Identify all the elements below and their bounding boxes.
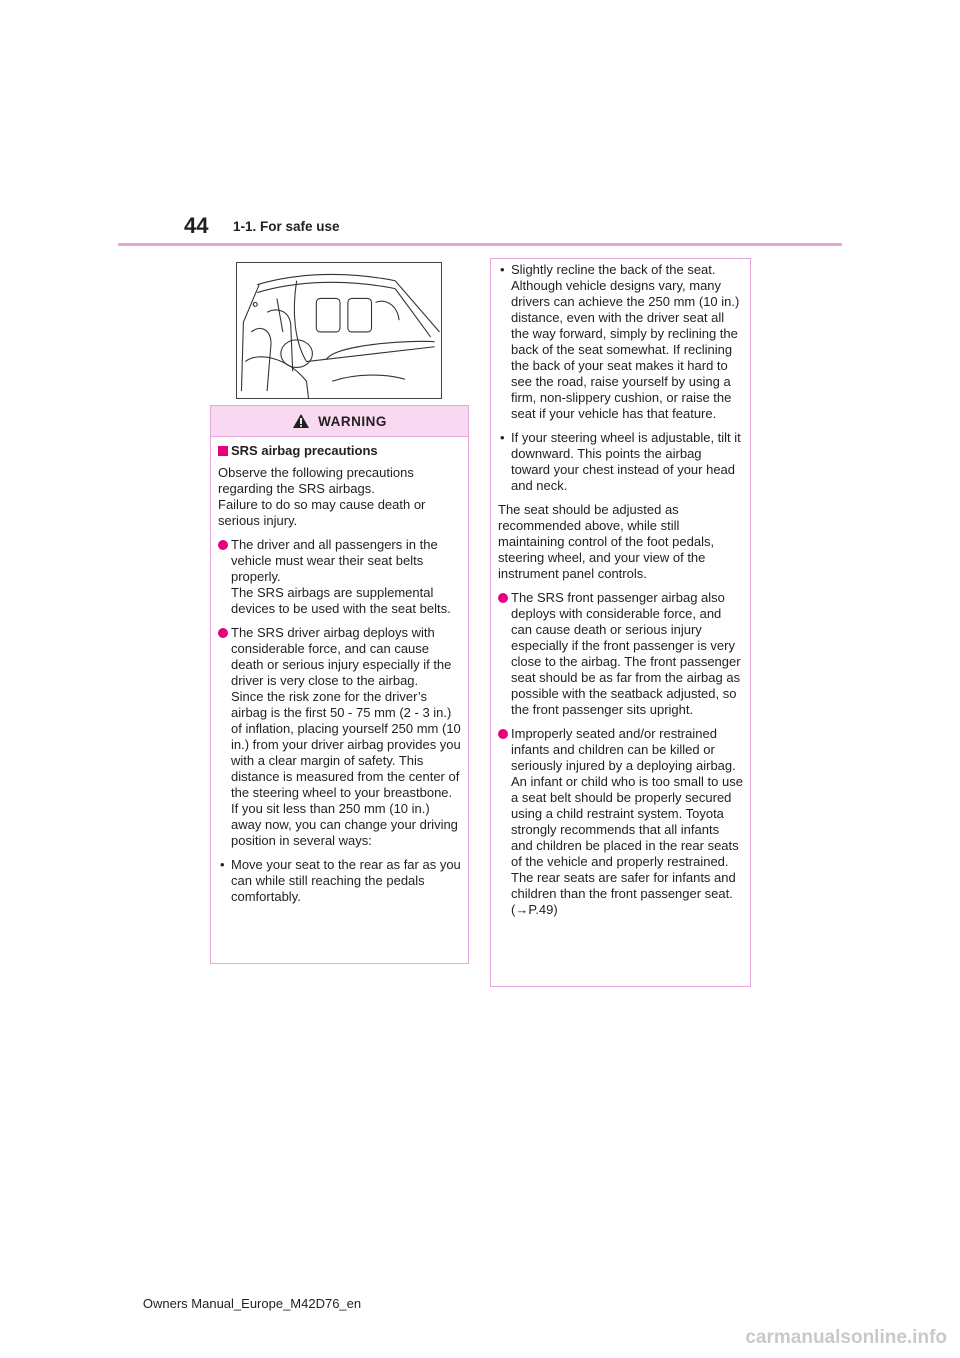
continuation-subitem-text: Slightly recline the back of the seat. Although vehicle designs vary, many drivers can achieve the 250 mm (10 in.) distance, even with the driver seat all the way forward, simply by reclining the back of the seat somewhat. If reclining the back of your seat makes it hard to see the road, raise yourself by using a firm, non-slippery cushion, or raise the seat if your vehicle has that feature. — [511, 262, 740, 421]
warning-item — [218, 537, 461, 617]
warning-body — [211, 437, 468, 905]
circle-bullet-icon — [218, 628, 228, 638]
warning-continuation-box — [490, 258, 751, 987]
header-divider — [118, 243, 842, 246]
dot-bullet-icon: • — [220, 857, 225, 872]
dot-bullet-icon: • — [500, 430, 505, 445]
warning-box — [210, 405, 469, 964]
watermark: carmanualsonline.info — [745, 1327, 947, 1348]
circle-bullet-icon — [498, 593, 508, 603]
continuation-item-text: The SRS front passenger airbag also deploys with considerable force, and can cause death or serious injury especially if the front passenger is very close to the airbag. The front passenger seat should be as far from the airbag as possible with the seatback adjusted, so the front passenger sits upright. — [511, 590, 741, 717]
warning-triangle-icon — [292, 413, 310, 429]
continuation-item — [498, 726, 743, 918]
warning-subitem-text: Move your seat to the rear as far as you can while still reaching the pedals comfortably. — [231, 857, 461, 904]
warning-item-text: The driver and all passengers in the vehicle must wear their seat belts properly. The SRS airbags are supplemental devices to be used with the seat belts. — [231, 537, 451, 616]
warning-item — [218, 625, 461, 849]
continuation-subitem-text: If your steering wheel is adjustable, tilt it downward. This points the airbag toward your chest instead of your head and neck. — [511, 430, 741, 493]
warning-subitem — [218, 857, 461, 905]
continuation-item-text: Improperly seated and/or restrained infants and children can be killed or seriously injured by a deploying airbag. An infant or child who is too small to use a seat belt should be properly secured using a child restraint system. Toyota strongly recommends that all infants and children be placed in the rear seats of the vehicle and properly restrained. The rear seats are safer for infants and children than the front passenger seat. (→P.49) — [511, 726, 743, 917]
continuation-paragraph: The seat should be adjusted as recommended above, while still maintaining control of the foot pedals, steering wheel, and your view of the instrument panel controls. — [498, 502, 715, 581]
warning-heading-text: SRS airbag precautions — [231, 443, 378, 458]
car-interior-illustration — [236, 262, 442, 399]
car-interior-airbag-icon — [237, 263, 441, 398]
continuation-subitem — [498, 262, 743, 422]
warning-item-text: The SRS driver airbag deploys with considerable force, and can cause death or serious injury especially if the driver is very close to the airbag. Since the risk zone for the driver’s airbag is the first 50 - 75 mm (2 - 3 in.) of inflation, placing yourself 250 mm (10 in.) from your driver airbag provides you with a clear margin of safety. This distance is measured from the center of the steering wheel to your breastbone. If you sit less than 250 mm (10 in.) away now, you can change your driving position in several ways: — [231, 625, 461, 848]
warning-heading — [218, 443, 461, 459]
warning-label: WARNING — [318, 413, 387, 429]
circle-bullet-icon — [498, 729, 508, 739]
circle-bullet-icon — [218, 540, 228, 550]
continuation-item — [498, 590, 743, 718]
section-title: 1-1. For safe use — [233, 219, 340, 234]
square-bullet-icon — [218, 446, 228, 456]
dot-bullet-icon: • — [500, 262, 505, 277]
warning-header — [211, 406, 468, 437]
continuation-subitem — [498, 430, 743, 494]
continuation-body — [491, 259, 750, 918]
page-number: 44 — [184, 213, 209, 238]
footer-text: Owners Manual_Europe_M42D76_en — [142, 1296, 362, 1311]
warning-intro: Observe the following precautions regarding the SRS airbags. Failure to do so may cause death or serious injury. — [218, 465, 426, 528]
